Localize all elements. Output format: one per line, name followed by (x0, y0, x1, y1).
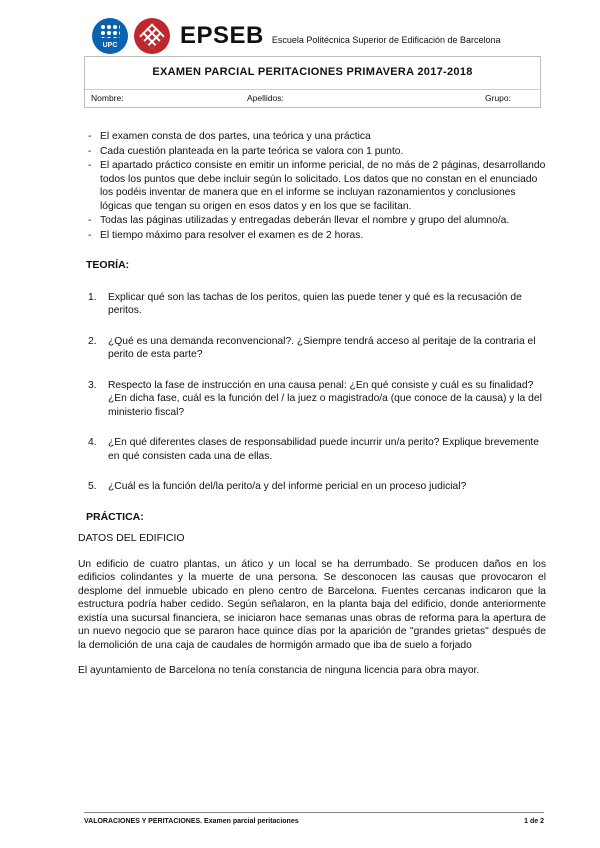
theory-questions (78, 291, 546, 494)
question-item (88, 291, 546, 318)
footer-course: VALORACIONES Y PERITACIONES. Examen parcial peritaciones (84, 818, 299, 825)
upc-logo-text: UPC (102, 42, 118, 49)
rule-item: - El examen consta de dos partes, una teórica y una práctica (88, 130, 546, 144)
practice-paragraph: Un edificio de cuatro plantas, un ático y un local se ha derrumbado. Se producen daños en los edificios colindantes y la muerte de una persona. Se desconocen las causas que provocaron el desplome del inmueble ubicado en pleno centro de Barcelona. Fuentes cercanas indicaron que la estructura podría haber cedido. Según señalaron, en la planta baja del edificio, donde anteriormente existía una sucursal financiera, se iniciaron hace semanas unas obras de reforma para la apertura de un nuevo negocio que se pararon hace quince días por la aparición de "grandes grietas" después de la demolición de una caja de caudales de hormigón armado que iba de suelo a forjado (78, 558, 546, 651)
question-number: 1. (88, 291, 97, 303)
upc-logo (92, 18, 128, 54)
practice-subheading: DATOS DEL EDIFICIO (78, 532, 185, 544)
question-text: Respecto la fase de instrucción en una causa penal: ¿En qué consiste y cuál es su finalidad? ¿En dicha fase, cuál es la función del / la juez o magistrado/a (que conoce de la causa) y la del ministerio fiscal? (108, 379, 542, 418)
question-text: ¿Qué es una demanda reconvencional?. ¿Siempre tendrá acceso al peritaje de la contraria el perito de esta parte? (108, 335, 536, 360)
question-item (88, 335, 546, 362)
practice-paragraph: El ayuntamiento de Barcelona no tenía constancia de ninguna licencia para obra mayor. (78, 665, 480, 676)
page-footer (84, 812, 544, 825)
rule-item: - Cada cuestión planteada en la parte teórica se valora con 1 punto. (88, 145, 546, 159)
practice-heading: PRÁCTICA: (86, 510, 144, 523)
question-number: 2. (88, 335, 97, 347)
student-fields (85, 89, 540, 106)
logos (92, 18, 170, 54)
rule-item: - Todas las páginas utilizadas y entregadas deberán llevar el nombre y grupo del alumno/a. (88, 214, 546, 228)
group-label: Grupo: (485, 93, 511, 103)
question-text: ¿En qué diferentes clases de responsabilidad puede incurrir un/a perito? Explique brevemente en qué consisten cada una de ellas. (108, 437, 540, 462)
rules-list (78, 130, 546, 242)
surname-label: Apellidos: (247, 93, 284, 103)
question-text: ¿Cuál es la función del/la perito/a y del informe pericial en un proceso judicial? (108, 481, 467, 492)
question-item (88, 436, 546, 463)
question-number: 3. (88, 379, 97, 391)
brand-full-name: Escuela Politécnica Superior de Edificación de Barcelona (271, 35, 501, 45)
question-number: 5. (88, 481, 97, 492)
page-number: 1 de 2 (524, 818, 544, 825)
question-text: Explicar qué son las tachas de los peritos, quien las puede tener y qué es la recusación de peritos. (108, 291, 522, 316)
exam-title: EXAMEN PARCIAL PERITACIONES PRIMAVERA 2017-2018 (152, 66, 473, 78)
brand-name: EPSEB (180, 22, 264, 49)
rule-item: - El apartado práctico consiste en emitir un informe pericial, de no más de 2 páginas, desarrollando todos los puntos que debe incluir según lo solicitado. Los datos que no constan en el enunciado los podéis inventar de manera que en el informe se incluyan razonamientos y conclusiones lógicas que tengan su origen en esos datos y en los que se facilitan. (88, 159, 546, 213)
question-number: 4. (88, 437, 97, 448)
rule-item: - El tiempo máximo para resolver el examen es de 2 horas. (88, 229, 546, 243)
exam-content (78, 130, 546, 690)
brand-header (180, 22, 501, 50)
question-item (88, 480, 546, 494)
epseb-logo (134, 18, 170, 54)
theory-heading: TEORÍA: (86, 259, 130, 271)
exam-header-box (84, 56, 541, 108)
name-label: Nombre: (91, 93, 124, 103)
question-item (88, 379, 546, 420)
